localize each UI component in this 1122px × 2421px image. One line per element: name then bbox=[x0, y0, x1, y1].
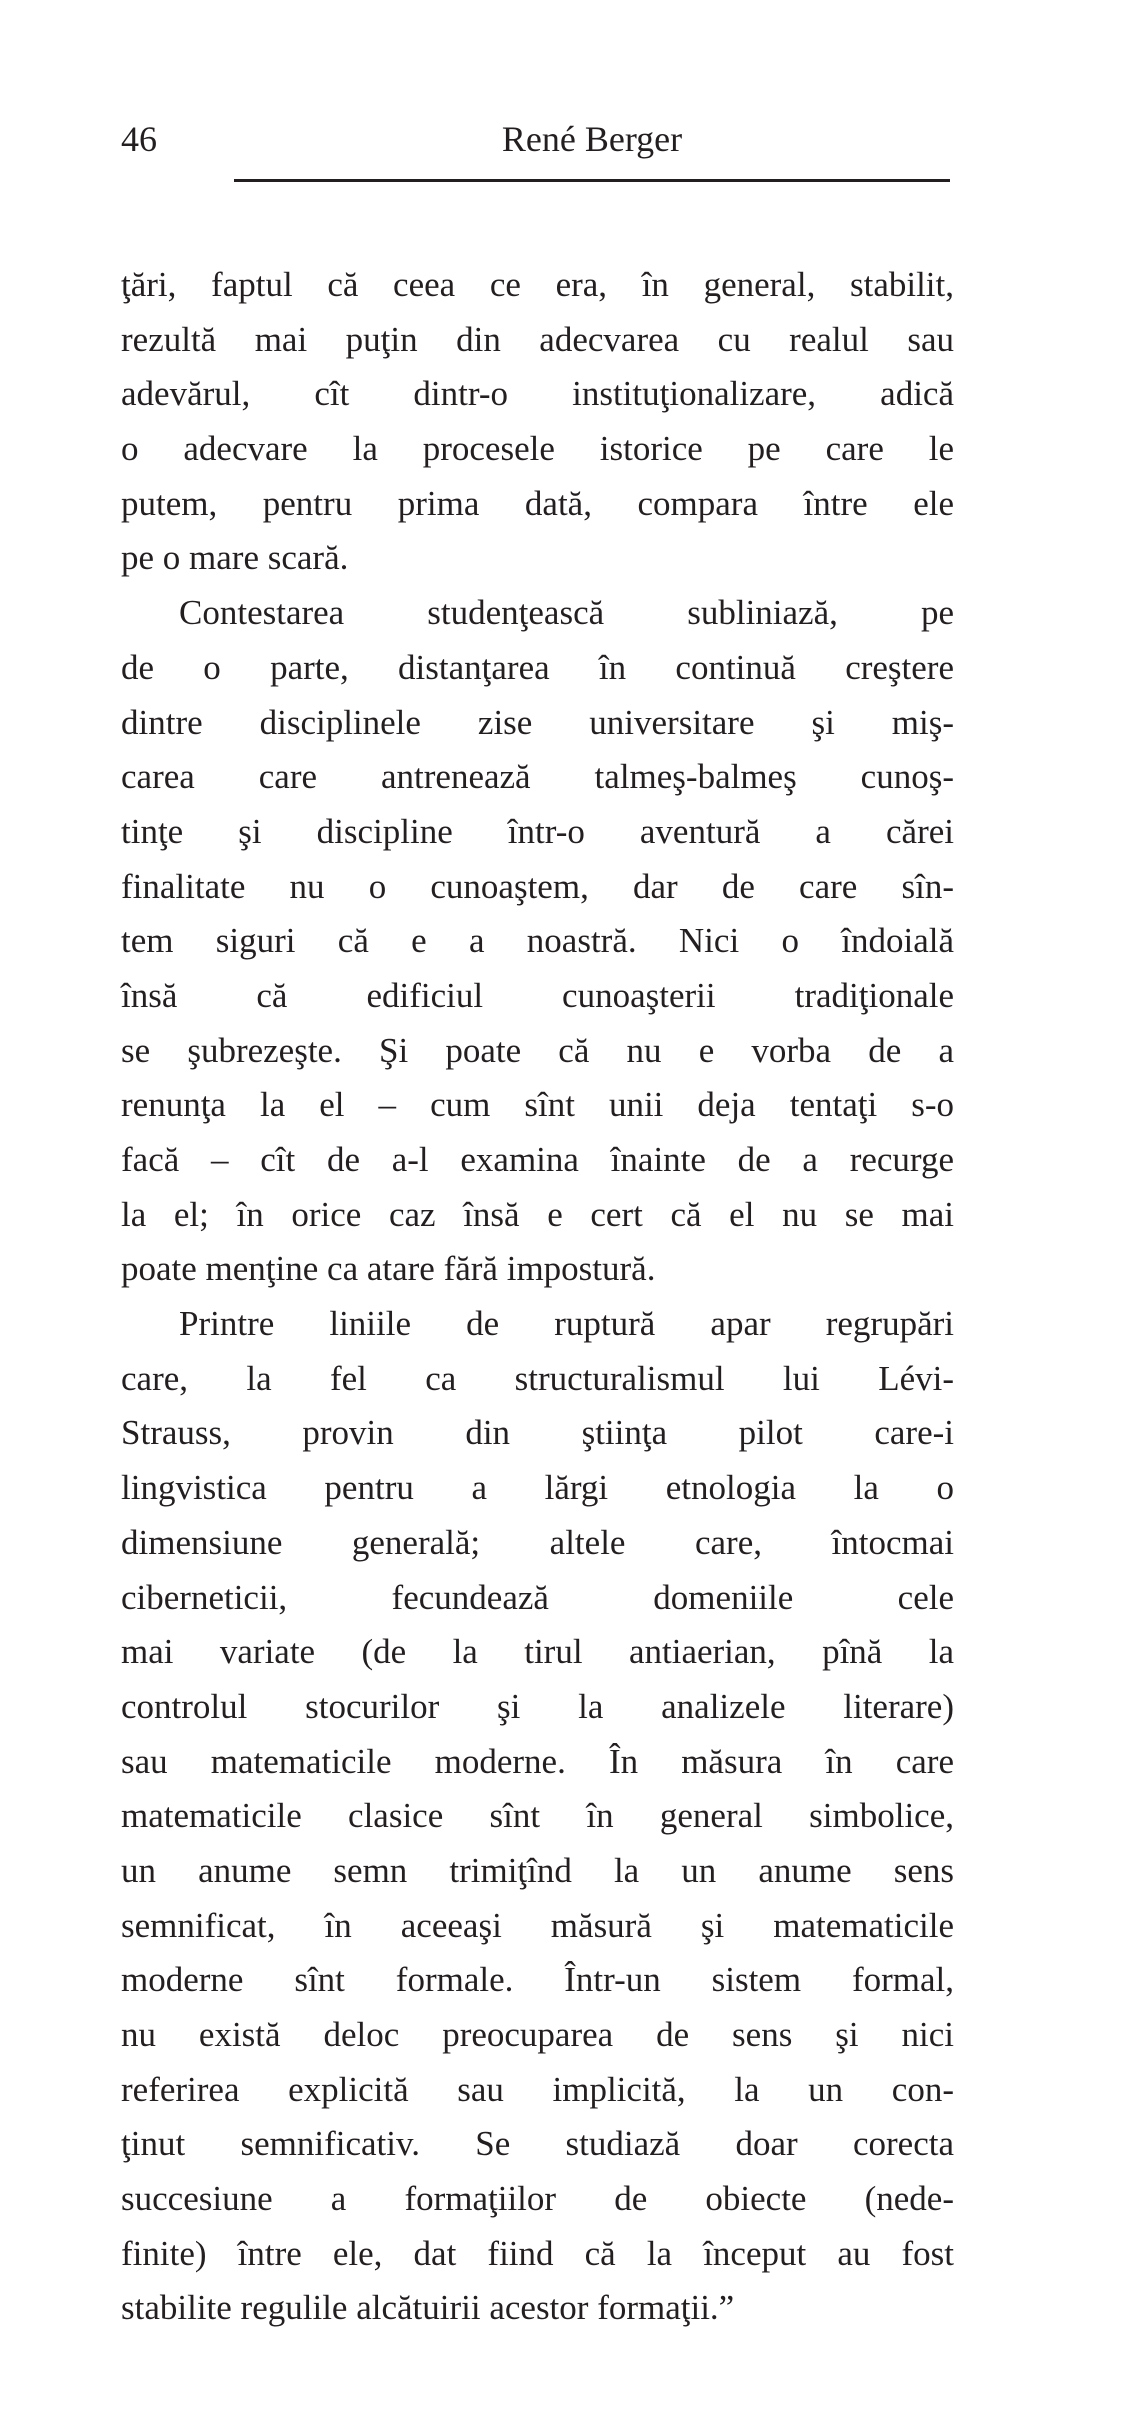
running-title: René Berger bbox=[501, 119, 683, 159]
text-line: rezultă mai puţin din adecvarea cu realul sau bbox=[121, 319, 954, 359]
text-line: ţinut semnificativ. Se studiază doar corecta bbox=[121, 2124, 954, 2164]
text-line: un anume semn trimiţînd la un anume sens bbox=[121, 1850, 954, 1890]
text-line: Printre liniile de ruptură apar regrupări bbox=[179, 1304, 954, 1344]
text-line: sau matematicile moderne. În măsura în care bbox=[121, 1741, 954, 1781]
text-line: semnificat, în aceeaşi măsură şi matematicile bbox=[121, 1905, 954, 1945]
text-line: finite) între ele, dat fiind că la început au fost bbox=[121, 2233, 954, 2273]
text-line: adevărul, cît dintr-o instituţionalizare, adică bbox=[121, 374, 954, 414]
text-line: dimensiune generală; altele care, întocmai bbox=[121, 1522, 954, 1562]
text-line: Contestarea studenţească subliniază, pe bbox=[179, 593, 954, 633]
text-line: mai variate (de la tirul antiaerian, pînă la bbox=[121, 1632, 954, 1672]
text-line: pe o mare scară. bbox=[121, 538, 349, 578]
header-rule bbox=[234, 179, 950, 182]
page-number: 46 bbox=[121, 119, 157, 159]
text-line: poate menţine ca atare fără impostură. bbox=[121, 1249, 656, 1289]
text-line: tinţe şi discipline într-o aventură a cărei bbox=[121, 811, 954, 851]
text-line: la el; în orice caz însă e cert că el nu se mai bbox=[121, 1194, 954, 1234]
text-line: de o parte, distanţarea în continuă creştere bbox=[121, 647, 954, 687]
text-line: finalitate nu o cunoaştem, dar de care sîn- bbox=[121, 866, 954, 906]
text-line: ţări, faptul că ceea ce era, în general, stabilit, bbox=[121, 265, 954, 304]
text-line: succesiune a formaţiilor de obiecte (nede- bbox=[121, 2179, 954, 2219]
text-line: renunţa la el – cum sînt unii deja tentaţi s-o bbox=[121, 1085, 954, 1125]
paragraph bbox=[121, 258, 954, 586]
text-line: facă – cît de a-l examina înainte de a recurge bbox=[121, 1140, 954, 1179]
text-line: se şubrezeşte. Şi poate că nu e vorba de a bbox=[121, 1030, 954, 1070]
text-line: care, la fel ca structuralismul lui Lévi- bbox=[121, 1358, 954, 1398]
text-line: carea care antrenează talmeş-balmeş cunoş- bbox=[121, 757, 954, 797]
text-line: referirea explicită sau implicită, la un con- bbox=[121, 2069, 954, 2109]
text-line: o adecvare la procesele istorice pe care le bbox=[121, 429, 954, 469]
text-line: ciberneticii, fecundează domeniile cele bbox=[121, 1577, 954, 1617]
text-line: matematicile clasice sînt în general simbolice, bbox=[121, 1796, 954, 1836]
text-line: tem siguri că e a noastră. Nici o îndoială bbox=[121, 921, 954, 961]
text-line: lingvistica pentru a lărgi etnologia la o bbox=[121, 1468, 954, 1508]
text-line: moderne sînt formale. Într-un sistem formal, bbox=[121, 1960, 954, 2000]
text-line: dintre disciplinele zise universitare şi miş- bbox=[121, 702, 954, 742]
text-line: însă că edificiul cunoaşterii tradiţionale bbox=[121, 975, 954, 1015]
text-line: Strauss, provin din ştiinţa pilot care-i bbox=[121, 1413, 954, 1453]
text-line: putem, pentru prima dată, compara între ele bbox=[121, 483, 954, 523]
paragraph bbox=[121, 586, 954, 1297]
body-text bbox=[121, 258, 954, 2336]
text-line: controlul stocurilor şi la analizele literare) bbox=[121, 1686, 954, 1726]
paragraph bbox=[121, 1297, 954, 2336]
text-line: stabilite regulile alcătuirii acestor formaţii.” bbox=[121, 2288, 735, 2328]
text-line: nu există deloc preocuparea de sens şi nici bbox=[121, 2015, 954, 2054]
